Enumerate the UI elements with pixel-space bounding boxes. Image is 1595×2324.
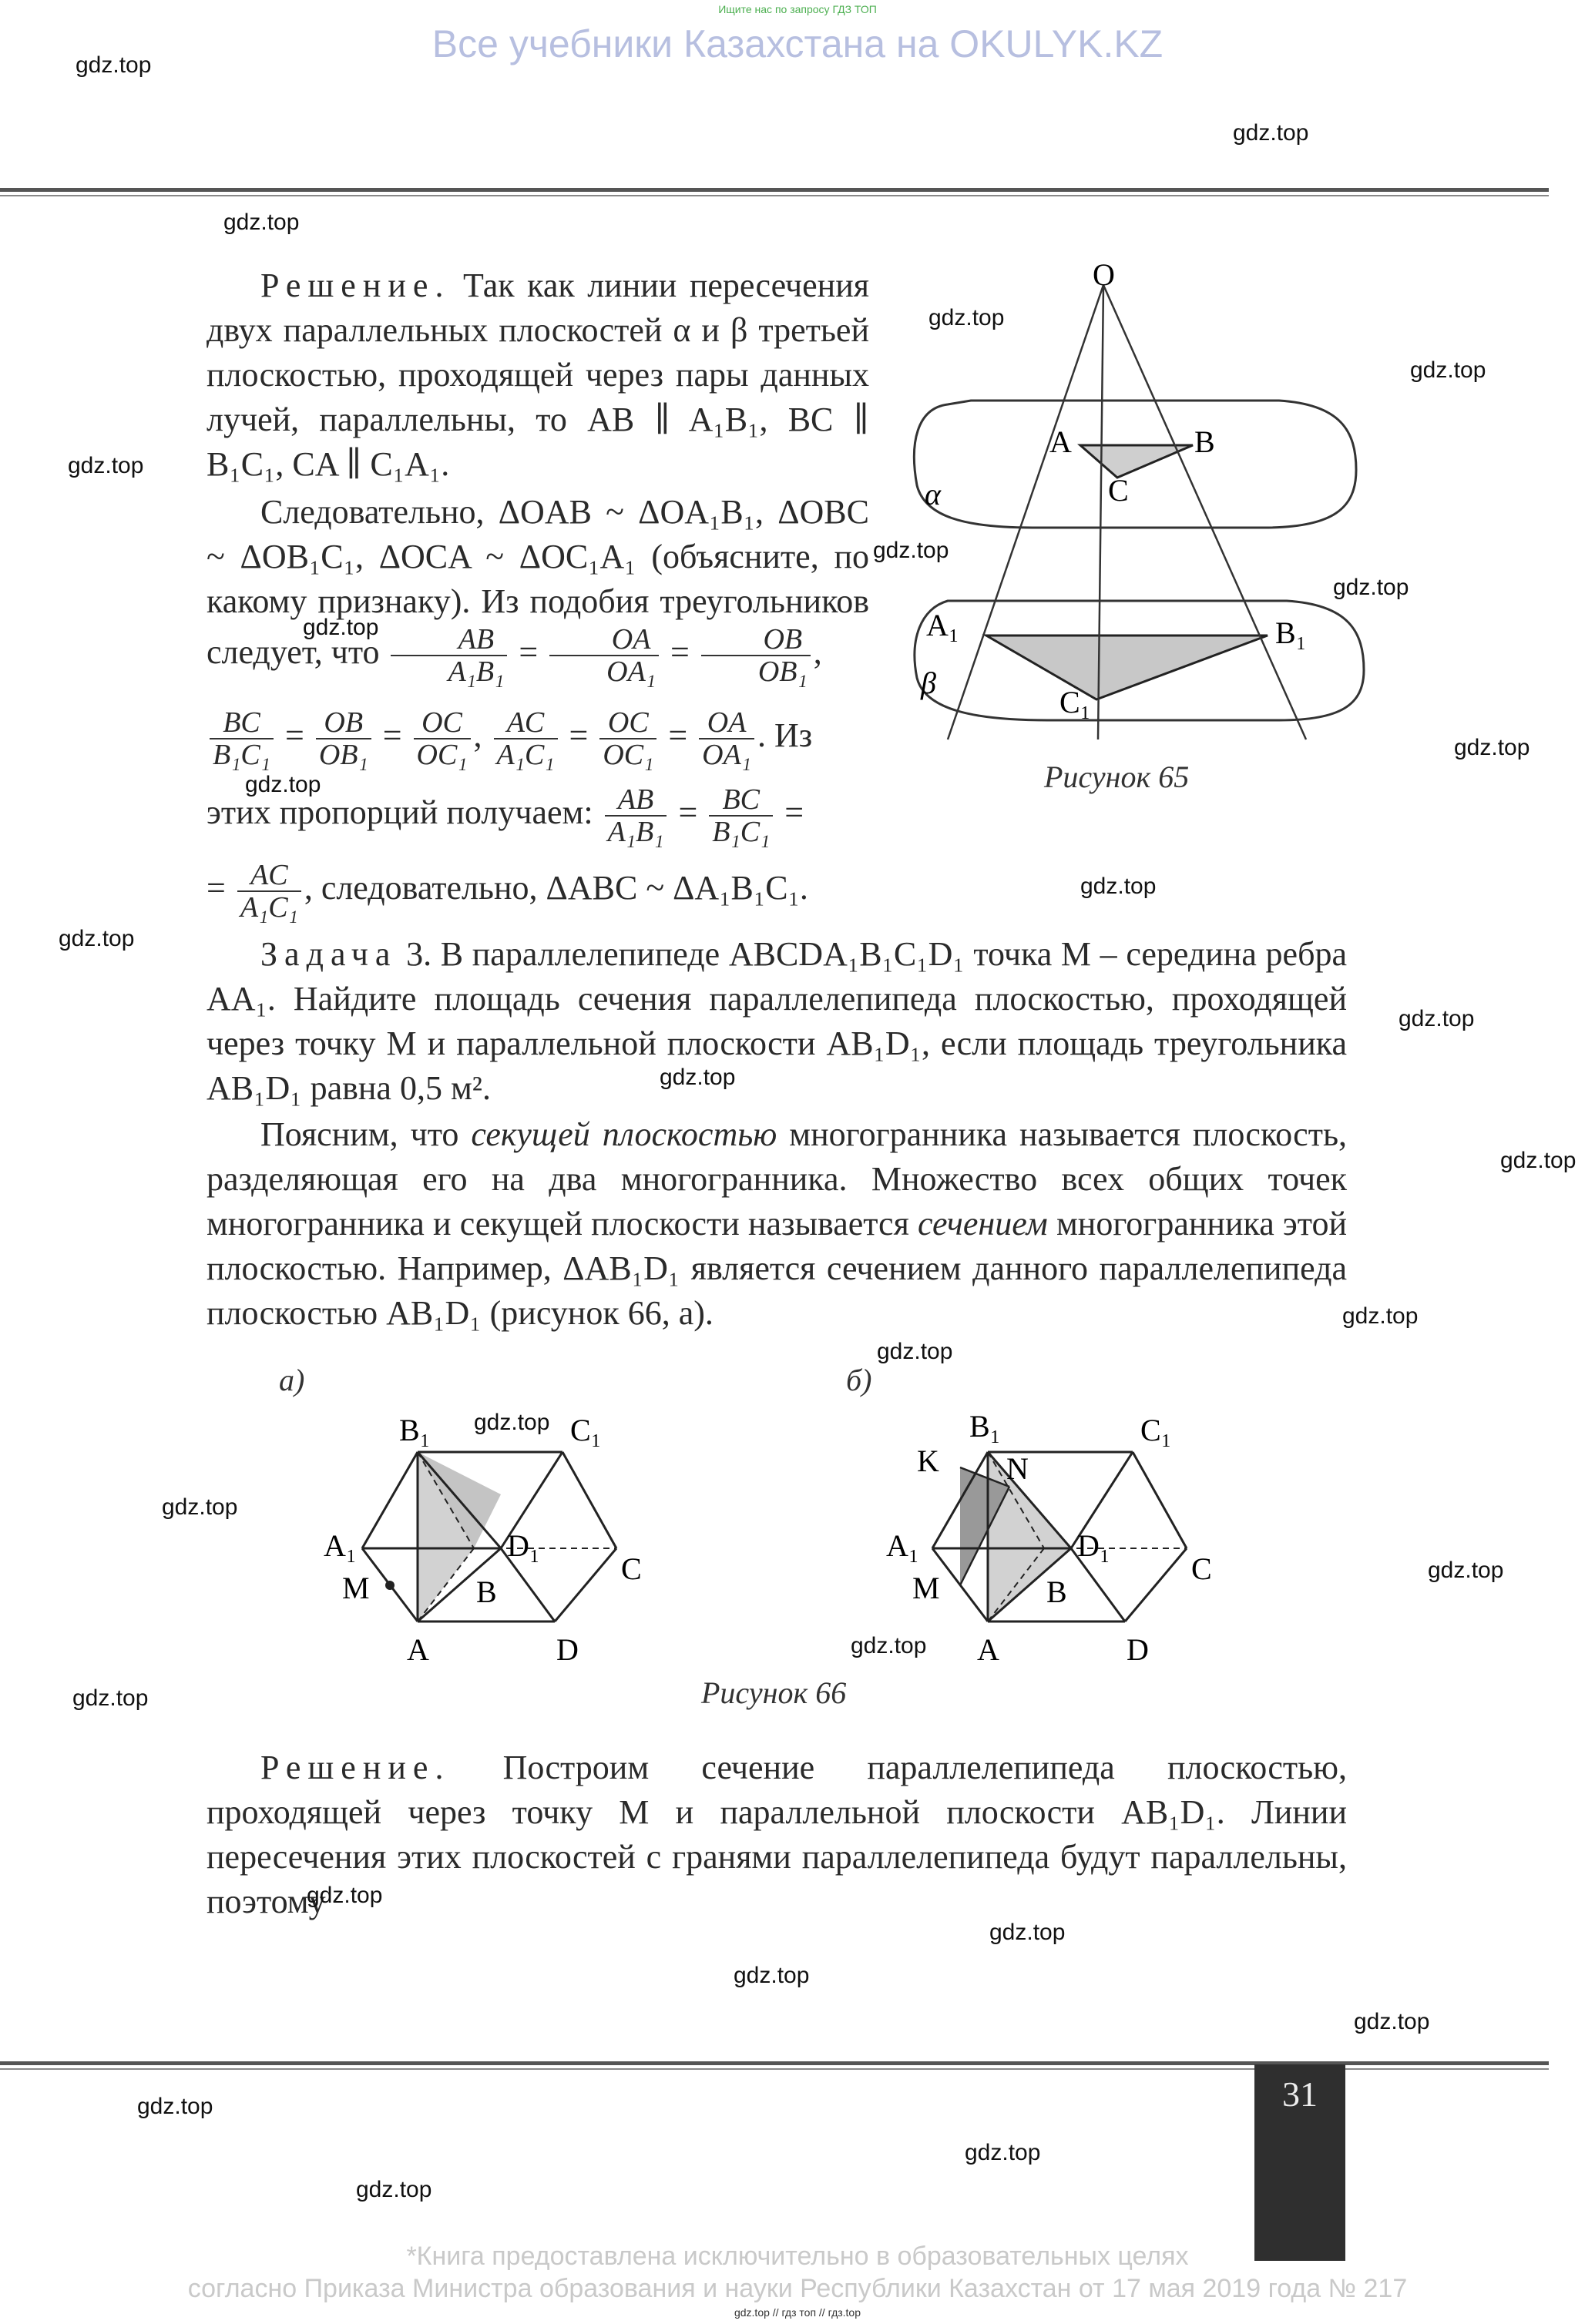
watermark: gdz.top — [1410, 357, 1486, 383]
proportions-line: $\frac{BC}{\text{B₁C₁}}$ = $\frac{OB}{\text{OB₁}}$ = $\frac{OC}{\text{OC₁}}$ , $\frac{AC}{\text{A₁C₁}}$ = $\frac{OC}{\text{OC₁}}$ = $\frac{OA}{\text{OA₁}}$ . Из — [207, 703, 869, 770]
conclusion-text: Следовательно, ΔOAB ~ ΔOA₁B₁, ΔOBC ~ ΔOB₁C₁, ΔOCA ~ ΔOC₁A₁ (объясните, по какому признаку). Из подобия треугольников следует, что — [207, 493, 869, 672]
solution2-text: Построим сечение параллелепипеда плоскостью, проходящей через точку M и параллельной плоскости AB₁D₁. Линии пересечения этих плоскостей с гранями параллелепипеда будут параллельны, поэтому — [207, 1749, 1348, 1920]
watermark: gdz.top — [1399, 1006, 1475, 1031]
label-k: K — [917, 1444, 939, 1478]
label-a1: A₁ — [324, 1528, 357, 1563]
label-c: C — [621, 1551, 642, 1586]
fraction-ab-a1b1: $\frac{AB}{\text{A₁B₁}}$ — [391, 624, 507, 687]
watermark: gdz.top — [474, 1410, 550, 1435]
label-a-b: A — [977, 1632, 999, 1667]
fraction-ob-ob1: $\frac{OB}{\text{OB₁}}$ — [701, 624, 811, 687]
edge-dc — [555, 1548, 616, 1621]
label-b: B — [1194, 424, 1215, 459]
label-d-b: D — [1127, 1632, 1149, 1667]
explanation-part3: многогранника этой плоскостью. Например, ΔAB₁D₁ является сечением данного параллелепипеда плоскостью AB₁D₁ (рисунок 66, а). — [207, 1205, 1347, 1332]
top-rule-thin — [0, 195, 1549, 196]
fraction-ob-ob1-2: $\frac{OB}{\text{OB₁}}$ — [316, 707, 371, 770]
label-c: C — [1108, 473, 1129, 508]
edge-b1a1 — [362, 1452, 418, 1548]
label-m-b: M — [912, 1571, 940, 1605]
label-b: B — [476, 1574, 497, 1609]
figure-66a-label: а) — [279, 1363, 305, 1397]
fraction-ac-a1c1: $\frac{AC}{\text{A₁C₁}}$ — [494, 707, 558, 770]
from-proportions-text: этих пропорций получаем: — [207, 793, 593, 831]
watermark: gdz.top — [162, 1494, 238, 1520]
term-section: сечением — [918, 1205, 1048, 1242]
watermark: gdz.top — [59, 926, 135, 951]
label-a: A — [407, 1632, 429, 1667]
label-b1-b: B₁ — [969, 1409, 1001, 1444]
label-o: O — [1093, 262, 1115, 292]
edge-c1c-b — [1133, 1452, 1187, 1548]
fraction-bc-b1c1: $\frac{BC}{\text{B₁C₁}}$ — [210, 707, 274, 770]
watermark: gdz.top — [137, 2094, 213, 2119]
figure-66b — [878, 1394, 1264, 1687]
triangle-abc — [1080, 445, 1193, 478]
label-a1-b: A₁ — [886, 1528, 919, 1563]
watermark: gdz.top — [72, 1685, 149, 1711]
edge-dc-b — [1125, 1548, 1187, 1621]
solution1-paragraph — [207, 263, 869, 487]
figure-65 — [878, 262, 1372, 817]
fraction-oc-oc1-2: $\frac{OC}{\text{OC₁}}$ — [599, 707, 656, 770]
from-proportions-line: этих пропорций получаем: $\frac{AB}{\text{A₁B₁}}$ = $\frac{BC}{\text{B₁C₁}}$ = — [207, 783, 804, 848]
fraction-oc-oc1: $\frac{OC}{\text{OC₁}}$ — [414, 707, 471, 770]
watermark: gdz.top — [245, 772, 321, 797]
iz-word: Из — [774, 716, 813, 754]
solution1-text: Так как линии пересечения двух параллельных плоскостей α и β третьей плоскостью, проходящей через пары данных лучей, параллельны, то AB ∥ A₁B₁, BC ∥ B₁C₁, CA ∥ C₁A₁. — [207, 267, 870, 483]
watermark: gdz.top — [928, 305, 1005, 330]
footer-tiny: gdz.top // гдз топ // гдз.top — [734, 2306, 861, 2319]
watermark: gdz.top — [877, 1339, 953, 1364]
fraction-oa-oa1-2: $\frac{OA}{\text{OA₁}}$ — [699, 707, 754, 770]
watermark: gdz.top — [1233, 120, 1309, 146]
label-b1: B₁ — [399, 1413, 431, 1447]
watermark: gdz.top — [989, 1920, 1066, 1945]
label-alpha: α — [925, 477, 941, 511]
watermark: gdz.top — [1354, 2009, 1430, 2034]
label-d: D — [556, 1632, 579, 1667]
label-d1-b: D₁ — [1077, 1528, 1110, 1563]
label-a: A — [1049, 424, 1072, 459]
label-beta: β — [921, 666, 936, 700]
figure-66a — [308, 1394, 693, 1687]
label-m: M — [342, 1571, 370, 1605]
fraction-ac-a1c1-2: $\frac{AC}{\text{A₁C₁}}$ — [237, 860, 301, 923]
task3-label: Задача — [260, 935, 398, 973]
label-b-b: B — [1046, 1574, 1067, 1609]
watermark: gdz.top — [873, 538, 949, 563]
solution1-conclusion: Следовательно, ΔOAB ~ ΔOA₁B₁, ΔOBC ~ ΔOB₁C₁, ΔOCA ~ ΔOC₁A₁ (объясните, по какому признаку). Из подобия треугольников следует, что $\frac{AB}{\text{A₁B₁}}$ = $\frac{OA}{\text{OA₁}}$ = $\frac{OB}{\text{OB₁}}$ , — [207, 493, 869, 688]
watermark: gdz.top — [1454, 735, 1530, 760]
therefore-line: = $\frac{AC}{\text{A₁C₁}}$ , следовательно, ΔABC ~ ΔA₁B₁C₁. — [207, 858, 808, 924]
fraction-bc-b1c1-2: $\frac{BC}{\text{B₁C₁}}$ — [709, 784, 773, 847]
footer-line1: *Книга предоставлена исключительно в образовательных целях — [406, 2242, 1189, 2271]
therefore-text: , следовательно, ΔABC ~ ΔA₁B₁C₁. — [304, 869, 808, 907]
top-small-banner: Ищите нас по запросу ГДЗ ТОП — [718, 3, 877, 15]
watermark: gdz.top — [1080, 874, 1157, 899]
edge-c1c — [562, 1452, 616, 1548]
watermark: gdz.top — [303, 615, 379, 640]
label-c1: C₁ — [1059, 685, 1091, 719]
term-cutting-plane: секущей плоскостью — [471, 1115, 777, 1153]
figure-66-caption: Рисунок 66 — [701, 1675, 847, 1710]
label-c-b: C — [1191, 1551, 1212, 1586]
label-d1: D₁ — [507, 1528, 540, 1563]
watermark: gdz.top — [1342, 1303, 1419, 1329]
top-rule — [0, 188, 1549, 192]
watermark: gdz.top — [223, 210, 300, 235]
triangle-a1b1c1 — [986, 635, 1268, 699]
watermark: gdz.top — [734, 1963, 810, 1988]
watermark: gdz.top — [851, 1633, 927, 1658]
fraction-ab-a1b1-2: $\frac{AB}{\text{A₁B₁}}$ — [605, 784, 667, 847]
explanation-part2: многогранника называется плоскость, разделяющая его на два многогранника. Множество всех общих точек многогранника и секущей плоскости называется — [207, 1115, 1348, 1242]
watermark: gdz.top — [76, 52, 152, 78]
figure-65-caption: Рисунок 65 — [1044, 760, 1190, 794]
figure-66b-label: б) — [846, 1363, 872, 1397]
solution1-label: Решение. — [260, 267, 451, 304]
footer-line2: согласно Приказа Министра образования и науки Республики Казахстан от 17 мая 2019 года № 217 — [187, 2274, 1408, 2303]
task3-paragraph — [207, 932, 1347, 1111]
label-c1-b: C₁ — [1140, 1413, 1172, 1447]
point-m — [385, 1581, 395, 1590]
fraction-oa-oa1: $\frac{OA}{\text{OA₁}}$ — [549, 624, 659, 687]
watermark: gdz.top — [1500, 1148, 1577, 1173]
page-number: 31 — [1282, 2074, 1318, 2114]
explanation-part1: Поясним, что — [260, 1115, 472, 1153]
watermark: gdz.top — [68, 453, 144, 478]
task3-text: 3. В параллелепипеде ABCDA₁B₁C₁D₁ точка M – середина ребра AA₁. Найдите площадь сечения параллелепипеда плоскостью, проходящей через точку M и параллельной плоскости AB₁D₁, если площадь треугольника AB₁D₁ равна 0,5 м². — [207, 935, 1347, 1107]
watermark: gdz.top — [660, 1065, 736, 1090]
watermark: gdz.top — [307, 1883, 383, 1908]
explanation-paragraph — [207, 1112, 1347, 1336]
solution2-label: Решение. — [260, 1749, 451, 1786]
watermark: gdz.top — [1333, 575, 1409, 600]
watermark: gdz.top — [1428, 1558, 1504, 1583]
watermark: gdz.top — [356, 2177, 432, 2202]
label-b1: B₁ — [1275, 615, 1307, 650]
site-banner[interactable]: Все учебники Казахстана на OKULYK.KZ — [431, 22, 1164, 65]
label-n: N — [1006, 1451, 1029, 1486]
label-a1: A₁ — [926, 608, 959, 642]
label-c1: C₁ — [570, 1413, 602, 1447]
watermark: gdz.top — [965, 2140, 1041, 2165]
